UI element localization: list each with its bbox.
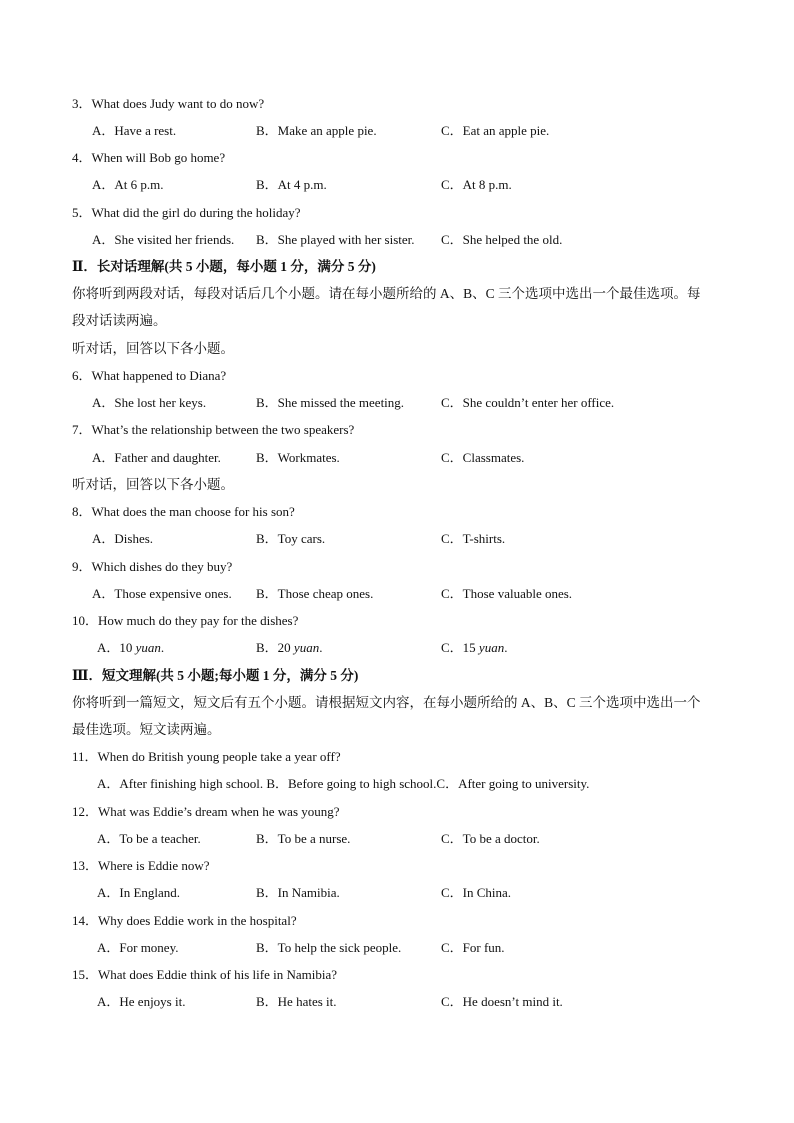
unit-yuan: yuan (478, 640, 505, 655)
option-c: C．For fun. (441, 940, 505, 955)
option-c: C．Those valuable ones. (441, 586, 573, 601)
section-3-instructions-line2: 最佳选项。短文读两遍。 (72, 722, 221, 737)
option-a: A．In England. (97, 885, 181, 900)
listen-instruction-2: 听对话，回答以下各小题。 (72, 477, 234, 492)
option-c: C．In China. (441, 885, 512, 900)
option-c: C．Classmates. (441, 450, 525, 465)
option-a: A．He enjoys it. (97, 994, 186, 1009)
option-b: B．Make an apple pie. (256, 123, 377, 138)
option-a: A．For money. (97, 940, 179, 955)
option-a: A．Dishes. (92, 531, 154, 546)
options-11 (0, 773, 794, 795)
option-c: C．She helped the old. (441, 232, 563, 247)
option-b: B．At 4 p.m. (256, 177, 327, 192)
section-2-heading: Ⅱ．长对话理解(共 5 小题，每小题 1 分，满分 5 分) (72, 259, 376, 274)
question-4: 4．When will Bob go home? (72, 150, 226, 165)
option-a: A．10 yuan. (97, 640, 165, 655)
section-3-heading: Ⅲ．短文理解(共 5 小题;每小题 1 分，满分 5 分) (72, 668, 359, 683)
question-3: 3．What does Judy want to do now? (72, 96, 265, 111)
question-8: 8．What does the man choose for his son? (72, 504, 295, 519)
option-a: A．Have a rest. (92, 123, 177, 138)
question-5: 5．What did the girl do during the holiday? (72, 205, 301, 220)
question-11: 11．When do British young people take a year off? (72, 749, 341, 764)
option-a: A．At 6 p.m. (92, 177, 164, 192)
question-14: 14．Why does Eddie work in the hospital? (72, 913, 297, 928)
option-a: A．Those expensive ones. (92, 586, 232, 601)
question-9: 9．Which dishes do they buy? (72, 559, 233, 574)
option-b: B．She missed the meeting. (256, 395, 405, 410)
section-3-instructions-line1: 你将听到一篇短文，短文后有五个小题。请根据短文内容，在每小题所给的 A、B、C 三个选项中选出一个 (72, 695, 701, 710)
unit-yuan: yuan (293, 640, 320, 655)
option-b: B．20 yuan. (256, 640, 323, 655)
options-13 (0, 882, 794, 904)
option-a: A．She visited her friends. (92, 232, 235, 247)
option-c: C．At 8 p.m. (441, 177, 512, 192)
option-b: B．To help the sick people. (256, 940, 402, 955)
option-b: B．He hates it. (256, 994, 337, 1009)
unit-yuan: yuan (135, 640, 161, 655)
option-a: A．To be a teacher. (97, 831, 201, 846)
options-10 (0, 637, 794, 659)
option-c: C．He doesn’t mind it. (441, 994, 563, 1009)
option-a: A．She lost her keys. (92, 395, 207, 410)
option-c: C．She couldn’t enter her office. (441, 395, 615, 410)
option-b: B．Those cheap ones. (256, 586, 374, 601)
option-b: B．In Namibia. (256, 885, 340, 900)
question-12: 12．What was Eddie’s dream when he was young? (72, 804, 340, 819)
options-6 (0, 392, 794, 414)
option-b: B．Workmates. (256, 450, 340, 465)
question-13: 13．Where is Eddie now? (72, 858, 210, 873)
options-7 (0, 447, 794, 469)
options-9 (0, 583, 794, 605)
question-6: 6．What happened to Diana? (72, 368, 227, 383)
section-2-instructions-line2: 段对话读两遍。 (72, 313, 167, 328)
options-14 (0, 937, 794, 959)
options-abc: A．After finishing high school. B．Before going to high school.C．After going to university. (97, 776, 590, 791)
options-12 (0, 828, 794, 850)
listen-instruction-1: 听对话，回答以下各小题。 (72, 341, 234, 356)
options-5 (0, 229, 794, 251)
option-a: A．Father and daughter. (92, 450, 221, 465)
options-4 (0, 174, 794, 196)
options-3 (0, 120, 794, 142)
question-15: 15．What does Eddie think of his life in Namibia? (72, 967, 338, 982)
option-b: B．To be a nurse. (256, 831, 351, 846)
option-c: C．T-shirts. (441, 531, 506, 546)
option-c: C．To be a doctor. (441, 831, 540, 846)
question-10: 10．How much do they pay for the dishes? (72, 613, 299, 628)
options-15 (0, 991, 794, 1013)
option-c: C．Eat an apple pie. (441, 123, 550, 138)
option-b: B．Toy cars. (256, 531, 326, 546)
section-2-instructions-line1: 你将听到两段对话，每段对话后几个小题。请在每小题所给的 A、B、C 三个选项中选出一个最佳选项。每 (72, 286, 701, 301)
option-c: C．15 yuan. (441, 640, 508, 655)
options-8 (0, 528, 794, 550)
option-b: B．She played with her sister. (256, 232, 415, 247)
question-7: 7．What’s the relationship between the two speakers? (72, 422, 355, 437)
